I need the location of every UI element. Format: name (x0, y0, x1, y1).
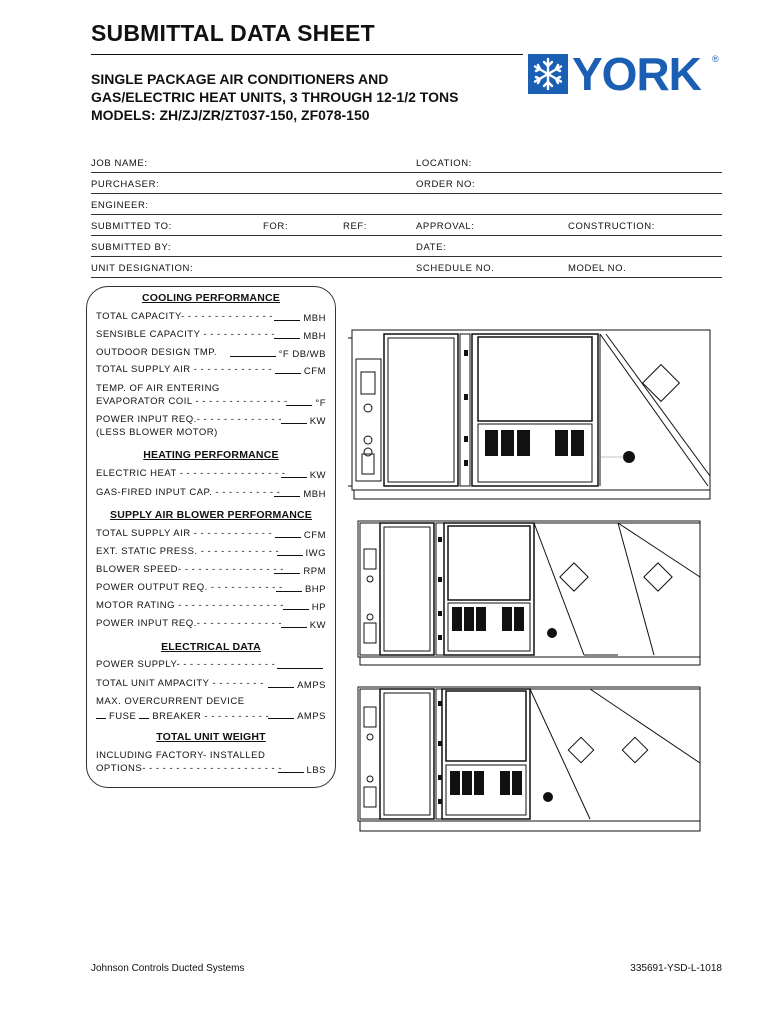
power-supply-label: POWER SUPPLY- - - - - - - - - - - - - - - (96, 659, 276, 670)
weight-unit: LBS (306, 765, 326, 776)
motor-rating-unit: HP (311, 602, 326, 613)
power-supply-blank[interactable] (277, 659, 323, 669)
blower-supply-air-unit: CFM (303, 530, 326, 541)
unit-elevation-drawing-1 (348, 326, 714, 504)
total-ampacity-line (96, 678, 326, 689)
snowflake-icon (528, 54, 568, 94)
motor-rating-blank[interactable] (283, 600, 309, 610)
total-ampacity-blank[interactable] (268, 678, 294, 688)
cool-supply-air-unit: CFM (303, 366, 326, 377)
cool-supply-air-label: TOTAL SUPPLY AIR - - - - - - - - - - - - (96, 364, 273, 375)
weight-options-label: OPTIONS- - - - - - - - - - - - - - - - - - - - - (96, 763, 282, 774)
electrical-heading: ELECTRICAL DATA (161, 641, 261, 653)
subtitle-line-2: GAS/ELECTRIC HEAT UNITS, 3 THROUGH 12-1/2 TONS (91, 89, 459, 105)
power-supply-line (96, 659, 326, 670)
submitted-by-label: SUBMITTED BY: (91, 242, 172, 253)
blower-speed-label: BLOWER SPEED- - - - - - - - - - - - - - - - (96, 564, 284, 575)
unit-elevation-drawing-3 (354, 683, 704, 835)
blower-power-input-label: POWER INPUT REQ.- - - - - - - - - - - - - (96, 618, 283, 629)
blower-supply-air-label: TOTAL SUPPLY AIR - - - - - - - - - - - - (96, 528, 273, 539)
electric-heat-blank[interactable] (281, 468, 307, 478)
approval-label: APPROVAL: (416, 221, 475, 232)
electric-heat-line (96, 468, 326, 479)
engineer-label: ENGINEER: (91, 200, 149, 211)
cool-supply-air-blank[interactable] (275, 364, 301, 374)
overcurrent-line-2 (96, 709, 326, 722)
form-row-unit (91, 257, 722, 278)
gas-fired-unit: MBH (303, 489, 326, 500)
cool-power-input-label: POWER INPUT REQ.- - - - - - - - - - - - - (96, 414, 283, 425)
subtitle-line-1: SINGLE PACKAGE AIR CONDITIONERS AND (91, 71, 389, 87)
date-label: DATE: (416, 242, 447, 253)
outdoor-design-line (96, 347, 326, 358)
total-ampacity-label: TOTAL UNIT AMPACITY - - - - - - - - (96, 678, 264, 689)
ext-static-line (96, 546, 326, 557)
motor-rating-line (96, 600, 326, 611)
location-label: LOCATION: (416, 158, 472, 169)
temp-entering-line-2 (96, 396, 326, 407)
logo-registered: ® (712, 54, 719, 64)
purchaser-label: PURCHASER: (91, 179, 160, 190)
blower-supply-air-line (96, 528, 326, 539)
logo-text: YORK (572, 48, 701, 100)
blower-speed-unit: RPM (303, 566, 326, 577)
cool-power-input-blank[interactable] (281, 414, 307, 424)
footer-company: Johnson Controls Ducted Systems (91, 963, 245, 974)
footer-doc-number: 335691-YSD-L-1018 (630, 963, 722, 974)
total-capacity-unit: MBH (303, 313, 326, 324)
weight-line-1: INCLUDING FACTORY- INSTALLED (96, 750, 266, 761)
ext-static-blank[interactable] (277, 546, 303, 556)
gas-fired-label: GAS-FIRED INPUT CAP. - - - - - - - - - - (96, 487, 281, 498)
temp-entering-label: EVAPORATOR COIL - - - - - - - - - - - - - - (96, 396, 288, 407)
blower-speed-blank[interactable] (274, 564, 300, 574)
heating-heading: HEATING PERFORMANCE (143, 449, 279, 461)
blower-speed-line (96, 564, 326, 575)
blower-power-input-unit: KW (309, 620, 326, 631)
outdoor-design-blank[interactable] (230, 347, 276, 357)
temp-entering-blank[interactable] (286, 396, 312, 406)
gas-fired-line (96, 487, 326, 498)
sensible-capacity-unit: MBH (303, 331, 326, 342)
power-output-line (96, 582, 326, 593)
electric-heat-unit: KW (309, 470, 326, 481)
outdoor-design-label: OUTDOOR DESIGN TMP. (96, 347, 218, 358)
unit-elevation-drawing-2 (354, 517, 704, 667)
cool-supply-air-line (96, 364, 326, 375)
submitted-to-label: SUBMITTED TO: (91, 221, 172, 232)
power-output-blank[interactable] (276, 582, 302, 592)
fuse-blank[interactable] (96, 709, 106, 719)
blower-power-input-line (96, 618, 326, 629)
overcurrent-blank[interactable] (268, 709, 294, 719)
temp-entering-line-1: TEMP. OF AIR ENTERING (96, 383, 220, 394)
power-output-unit: BHP (304, 584, 326, 595)
sensible-capacity-label: SENSIBLE CAPACITY - - - - - - - - - - - (96, 329, 276, 340)
sensible-capacity-blank[interactable] (274, 329, 300, 339)
gas-fired-blank[interactable] (274, 487, 300, 497)
form-row-engineer (91, 194, 722, 215)
blower-power-input-blank[interactable] (281, 618, 307, 628)
breaker-label: BREAKER - - - - - - - - - - (152, 711, 270, 722)
ref-label: REF: (343, 221, 368, 232)
cool-power-input-line (96, 414, 326, 425)
model-no-label: MODEL NO. (568, 263, 627, 274)
total-capacity-line (96, 311, 326, 322)
less-blower-motor-note: (LESS BLOWER MOTOR) (96, 427, 218, 438)
overcurrent-unit: AMPS (297, 711, 326, 722)
for-label: FOR: (263, 221, 289, 232)
form-row-job (91, 152, 722, 173)
fuse-label: FUSE (109, 711, 137, 722)
subtitle-line-3: MODELS: ZH/ZJ/ZR/ZT037-150, ZF078-150 (91, 107, 370, 123)
cooling-heading: COOLING PERFORMANCE (142, 292, 280, 304)
cool-power-input-unit: KW (309, 416, 326, 427)
form-row-submitted-by (91, 236, 722, 257)
electric-heat-label: ELECTRIC HEAT - - - - - - - - - - - - - - - - (96, 468, 286, 479)
title-rule (91, 54, 523, 55)
page-title: SUBMITTAL DATA SHEET (91, 20, 375, 46)
temp-entering-unit: °F (315, 398, 326, 409)
power-output-label: POWER OUTPUT REQ. - - - - - - - - - - - (96, 582, 283, 593)
motor-rating-label: MOTOR RATING - - - - - - - - - - - - - - - - (96, 600, 284, 611)
job-name-label: JOB NAME: (91, 158, 148, 169)
sensible-capacity-line (96, 329, 326, 340)
blower-heading: SUPPLY AIR BLOWER PERFORMANCE (109, 509, 312, 521)
breaker-blank[interactable] (139, 709, 149, 719)
ext-static-label: EXT. STATIC PRESS. - - - - - - - - - - - - (96, 546, 280, 557)
total-ampacity-unit: AMPS (297, 680, 326, 691)
unit-designation-label: UNIT DESIGNATION: (91, 263, 194, 274)
weight-blank[interactable] (278, 763, 304, 773)
ext-static-unit: IWG (305, 548, 326, 559)
form-row-purchaser (91, 173, 722, 194)
total-capacity-blank[interactable] (274, 311, 300, 321)
subtitle (91, 70, 458, 124)
blower-supply-air-blank[interactable] (275, 528, 301, 538)
overcurrent-line-1: MAX. OVERCURRENT DEVICE (96, 696, 245, 707)
outdoor-design-unit: °F DB/WB (278, 349, 326, 360)
order-no-label: ORDER NO: (416, 179, 476, 190)
york-logo (528, 48, 719, 100)
weight-line-2 (96, 763, 326, 774)
weight-heading: TOTAL UNIT WEIGHT (156, 731, 266, 743)
construction-label: CONSTRUCTION: (568, 221, 655, 232)
total-capacity-label: TOTAL CAPACITY- - - - - - - - - - - - - - (96, 311, 274, 322)
form-row-submitted-to (91, 215, 722, 236)
schedule-no-label: SCHEDULE NO. (416, 263, 495, 274)
